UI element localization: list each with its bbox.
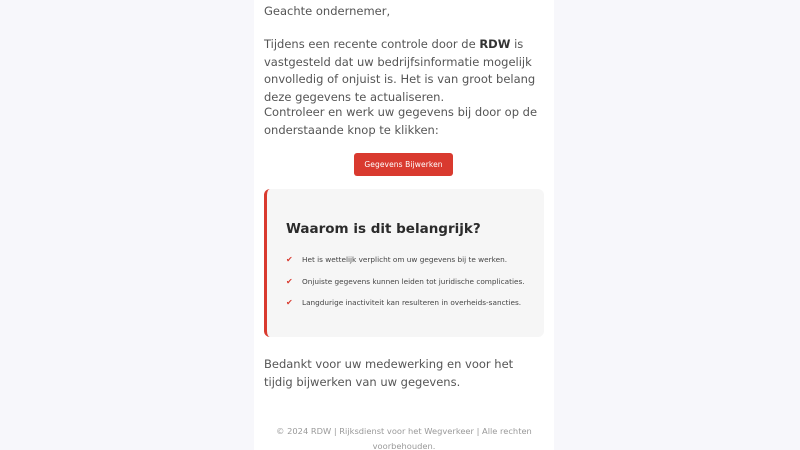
list-item — [286, 296, 525, 318]
update-details-button[interactable]: Gegevens Bijwerken — [354, 153, 453, 176]
list-item — [286, 275, 525, 297]
instruction-paragraph: Controleer en werk uw gegevens bij door op de onderstaande knop te klikken: — [264, 105, 538, 137]
greeting: Geachte ondernemer, — [264, 4, 391, 18]
intro-text-end: is vastgesteld dat uw bedrijfsinformatie mogelijk onvolledig of onjuist is. Het is van groot belang deze gegevens te actualiseren. — [264, 37, 536, 104]
list-item-text: Onjuiste gegevens kunnen leiden tot juridische complicaties. — [302, 276, 525, 286]
importance-list — [286, 253, 525, 318]
list-item-text: Langdurige inactiviteit kan resulteren in overheids-sancties. — [302, 298, 522, 307]
importance-box — [264, 189, 544, 337]
brand-name: RDW — [479, 37, 511, 51]
intro-text-start: Tijdens een recente controle door de — [264, 37, 480, 51]
list-item-text: Het is wettelijk verplicht om uw gegevens bij te werken. — [302, 255, 508, 264]
footer-text: © 2024 RDW | Rijksdienst voor het Wegverkeer | Alle rechten voorbehouden. — [276, 426, 532, 450]
list-item — [286, 253, 525, 275]
importance-title: Waarom is dit belangrijk? — [286, 221, 481, 237]
closing-paragraph: Bedankt voor uw medewerking en voor het tijdig bijwerken van uw gegevens. — [264, 357, 514, 389]
check-icon: ✔ — [286, 276, 293, 286]
intro-paragraph — [264, 36, 544, 106]
check-icon: ✔ — [286, 298, 293, 307]
check-icon: ✔ — [286, 255, 293, 264]
cta-container — [354, 153, 453, 176]
